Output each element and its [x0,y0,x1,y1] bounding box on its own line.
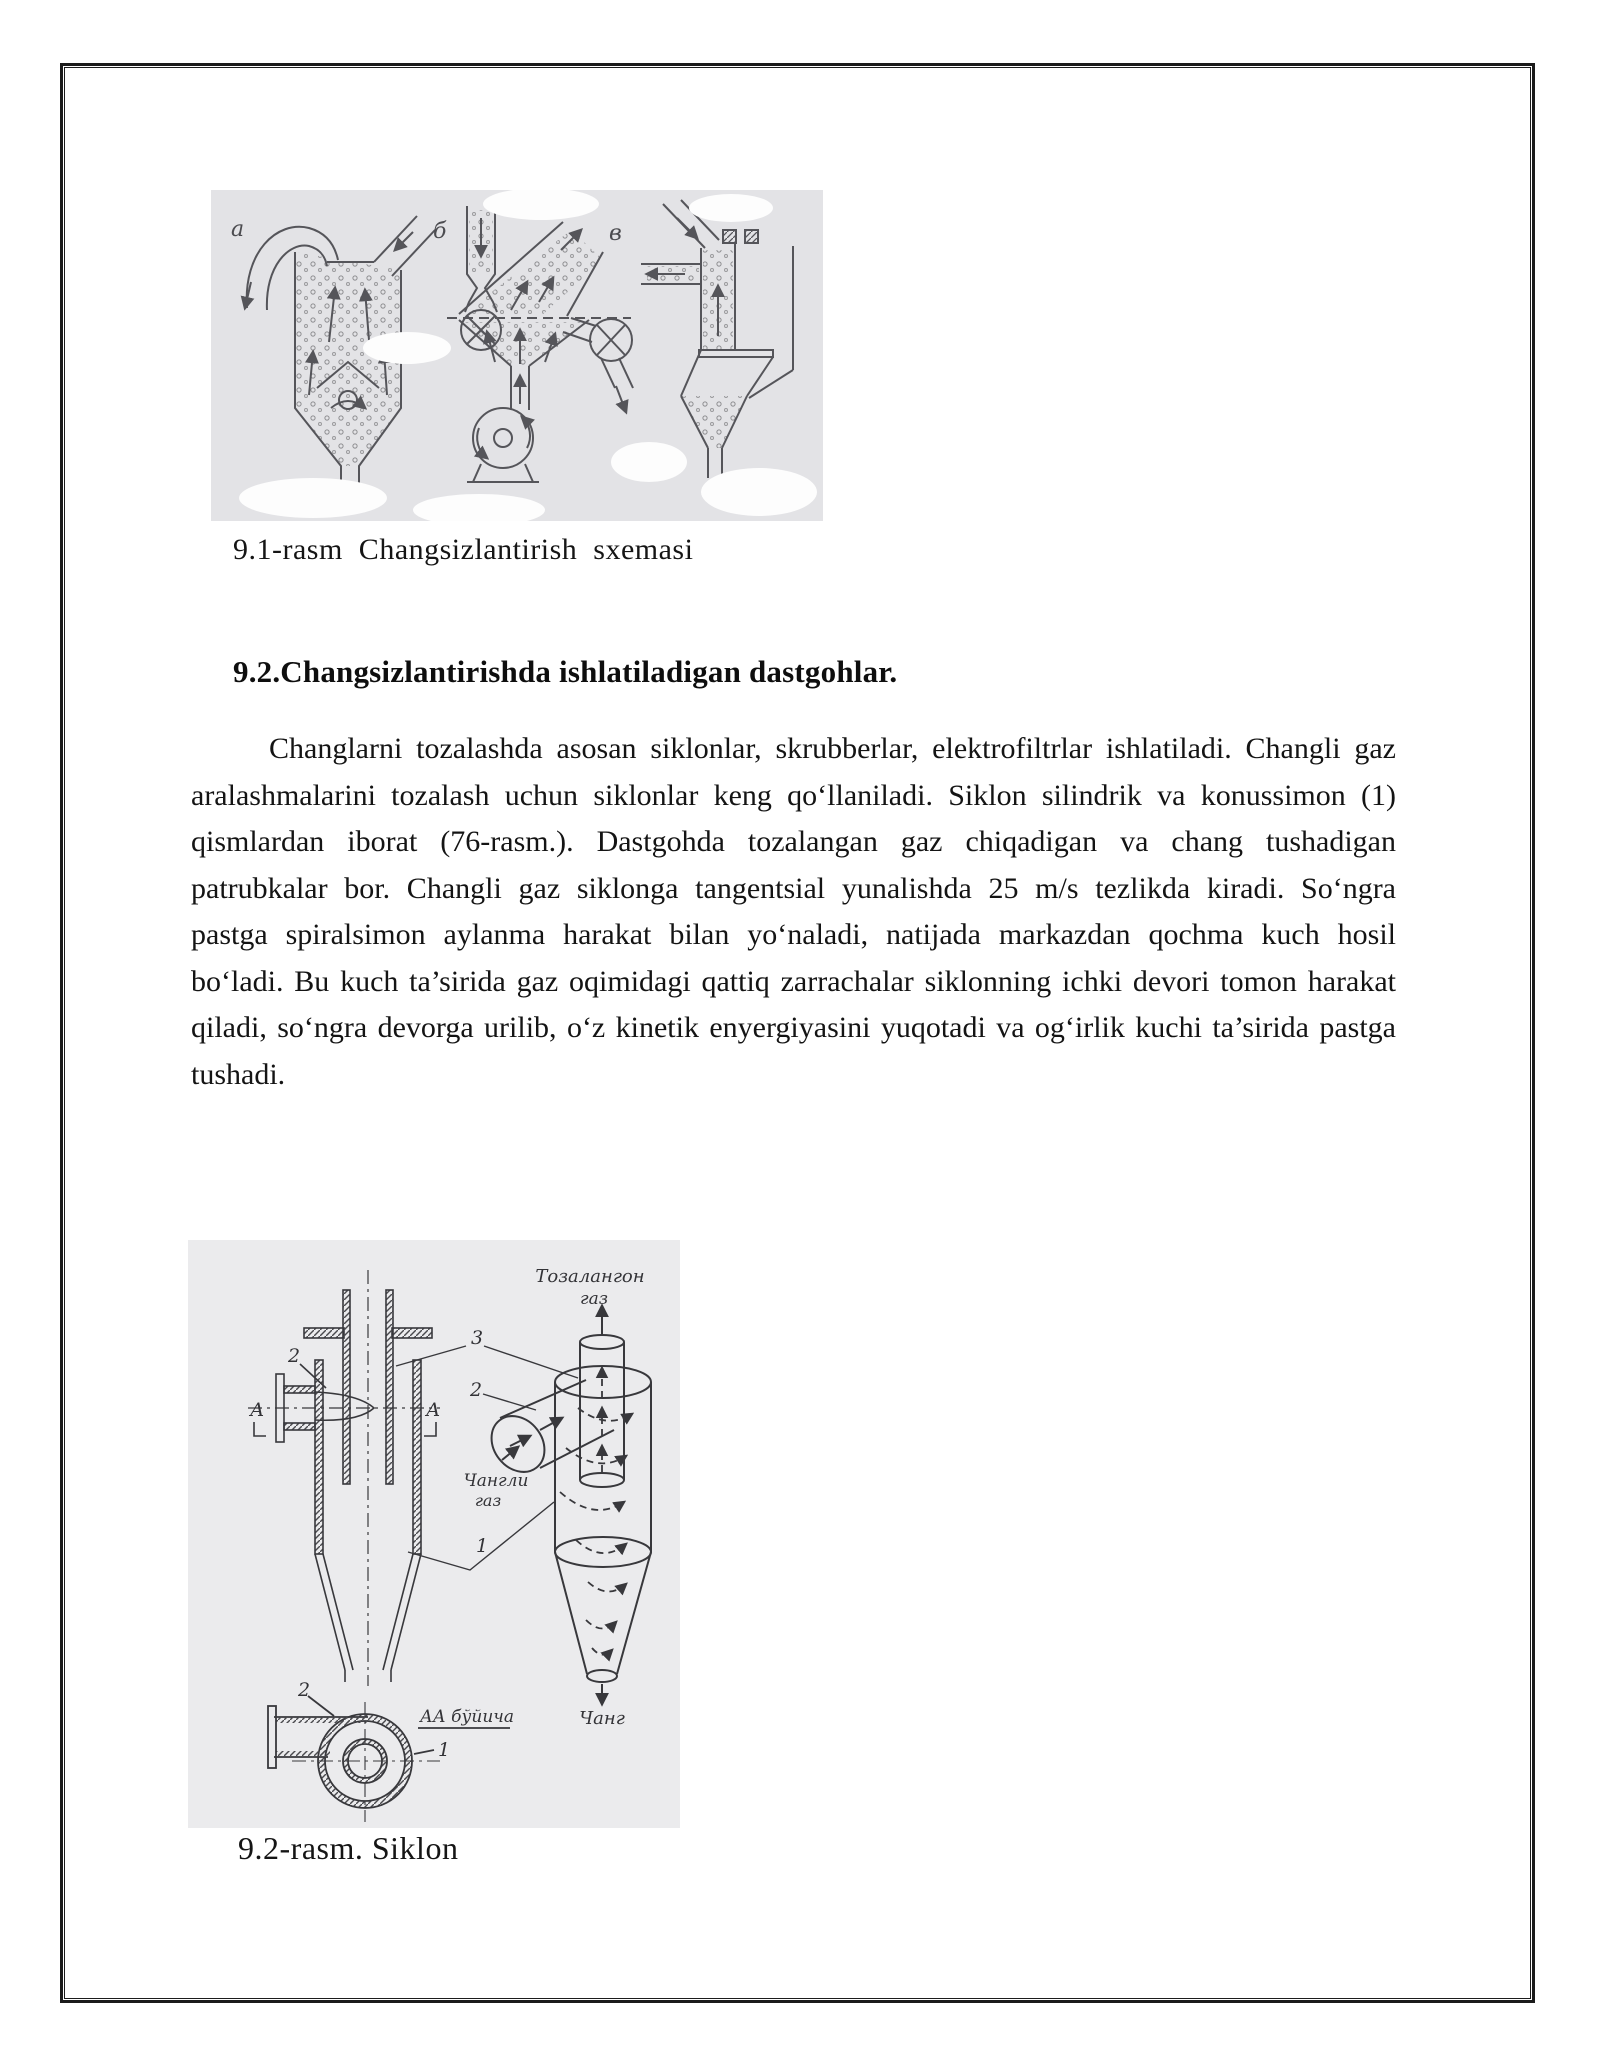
fig1-label-b: б [433,219,447,244]
fig2-label-2-top: 2 [298,1679,311,1701]
body-paragraph: Changlarni tozalashda asosan siklonlar, skrubberlar, elektrofiltrlar ishlatiladi. Changli gaz aralashmalarini tozalash uchun siklonlar keng qo‘llaniladi. Siklon silindrik va konussimon (1) qismlardan iborat (76-rasm.). Dastgohda tozalangan gaz chiqadigan va chang tushadigan patrubkalar bor. Changli gaz siklonga tangentsial yunalishda 25 m/s tezlikda kiradi. So‘ngra pastga spiralsimon aylanma harakat bilan yo‘naladi, natijada markazdan qochma kuch hosil bo‘ladi. Bu kuch ta’sirida gaz oqimidagi qattiq zarrachalar siklonning ichki devori tomon harakat qiladi, so‘ngra devorga urilib, o‘z kinetik enyergiyasini yuqotadi va og‘irlik kuchi ta’sirida pastga tushadi. [191,732,1396,1091]
fig2-label-1: 1 [476,1535,489,1557]
cyclone-drawing [188,1240,680,1828]
fig2-label-dusty-gas-2: газ [474,1491,502,1510]
figure1-caption: 9.1-rasm Changsizlantirish sxemasi [233,533,694,566]
figure-dust-removal-scheme [211,190,823,521]
fig2-label-a-left: А [250,1399,265,1421]
fig1-label-a: а [231,217,245,242]
fig2-label-2: 2 [470,1379,483,1401]
fig2-label-a-right: А [426,1399,441,1421]
figure2-caption: 9.2-rasm. Siklon [238,1830,459,1866]
fig2-label-clean-gas-2: газ [580,1289,608,1309]
page-border [60,63,1535,2003]
figure2-background [188,1240,680,1828]
section-heading: 9.2.Changsizlantirishda ishlatiladigan dastgohlar. [233,654,898,689]
fig2-label-3: 3 [471,1327,484,1349]
figure-cyclone [188,1240,680,1828]
fig2-label-dusty-gas-1: Чангли [463,1471,529,1491]
fig2-label-section-view: АА бўйича [420,1707,514,1727]
fig2-label-1-top: 1 [438,1739,451,1761]
fig2-label-clean-gas-1: Тозалангон [535,1266,645,1287]
fig2-label-2-section: 2 [288,1345,301,1367]
dust-scheme-drawing [211,190,823,521]
fig1-label-v: в [609,221,622,246]
fig2-label-dust: Чанг [579,1708,625,1729]
